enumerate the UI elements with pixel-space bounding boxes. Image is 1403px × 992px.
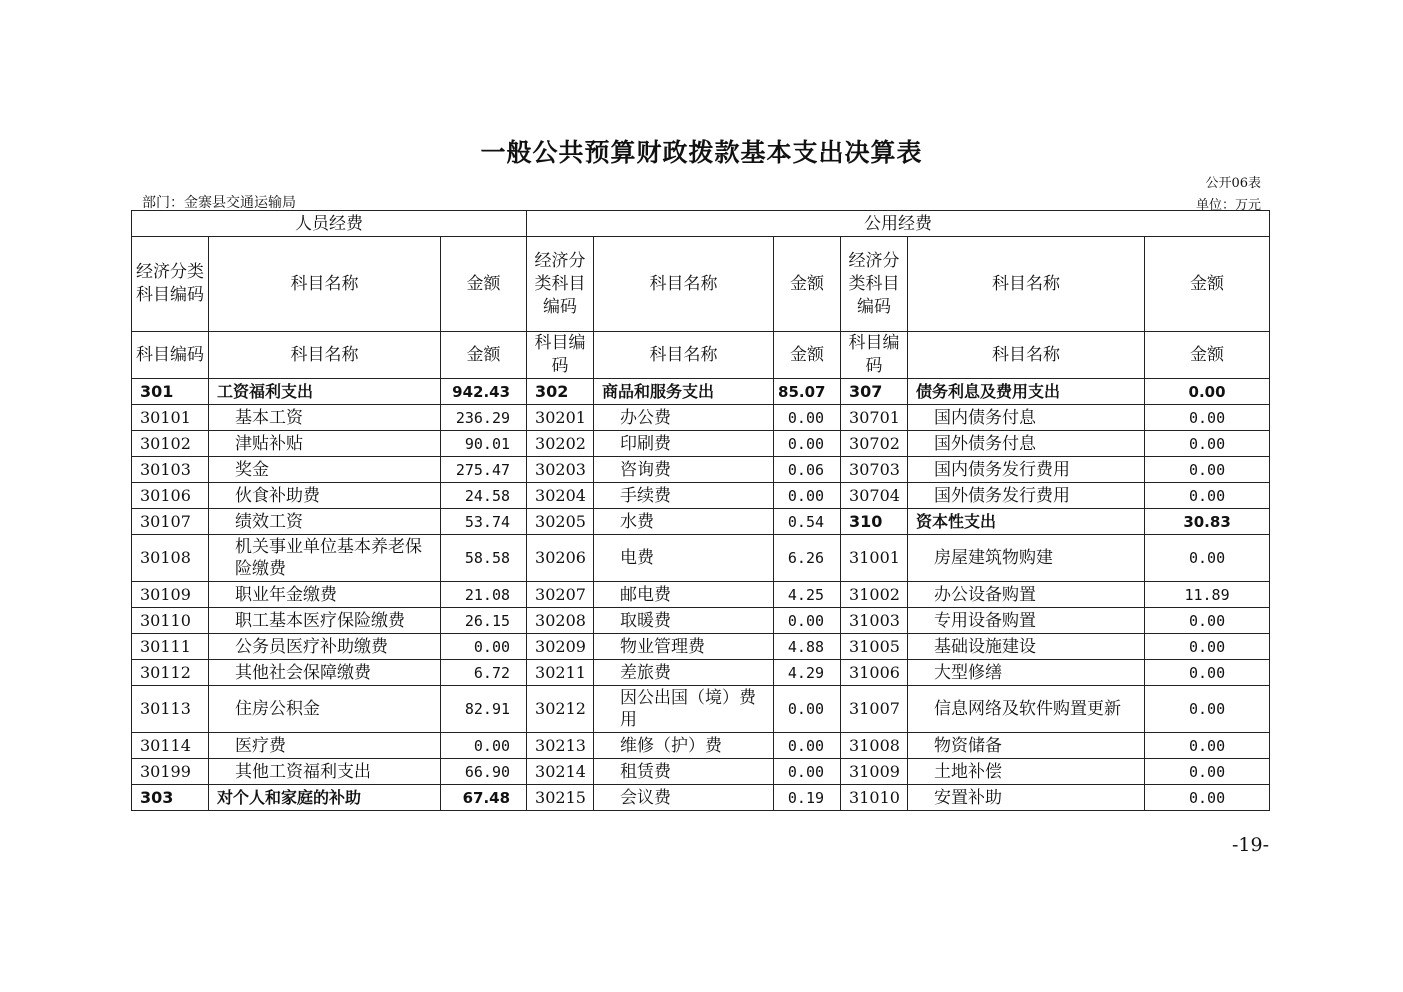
cell-name: 伙食补助费 bbox=[209, 483, 441, 509]
cell-name: 公务员医疗补助缴费 bbox=[209, 634, 441, 660]
cell-amount: 82.91 bbox=[441, 686, 527, 733]
subheader-amount: 金额 bbox=[441, 332, 527, 379]
cell-name: 因公出国（境）费用 bbox=[594, 686, 774, 733]
cell-amount: 90.01 bbox=[441, 431, 527, 457]
cell-name: 取暖费 bbox=[594, 608, 774, 634]
cell-code: 31009 bbox=[841, 759, 908, 785]
unit-label: 单位：万元 bbox=[1195, 198, 1261, 213]
cell-amount: 0.00 bbox=[1145, 785, 1270, 811]
cell-code: 30701 bbox=[841, 405, 908, 431]
cell-name: 大型修缮 bbox=[908, 660, 1145, 686]
cell-amount: 66.90 bbox=[441, 759, 527, 785]
page-title: 一般公共预算财政拨款基本支出决算表 bbox=[480, 138, 923, 167]
cell-name: 绩效工资 bbox=[209, 509, 441, 535]
cell-code: 30214 bbox=[527, 759, 594, 785]
cell-code: 31001 bbox=[841, 535, 908, 582]
column-header-row bbox=[132, 237, 1270, 332]
cell-name: 医疗费 bbox=[209, 733, 441, 759]
cell-name: 职工基本医疗保险缴费 bbox=[209, 608, 441, 634]
table-row bbox=[132, 483, 1270, 509]
header-name: 科目名称 bbox=[594, 237, 774, 332]
table-row bbox=[132, 634, 1270, 660]
cell-code: 301 bbox=[132, 379, 209, 405]
cell-code: 31005 bbox=[841, 634, 908, 660]
cell-amount: 26.15 bbox=[441, 608, 527, 634]
cell-name: 办公设备购置 bbox=[908, 582, 1145, 608]
cell-amount: 11.89 bbox=[1145, 582, 1270, 608]
group-personnel: 人员经费 bbox=[132, 211, 527, 237]
cell-code: 30106 bbox=[132, 483, 209, 509]
cell-code: 30207 bbox=[527, 582, 594, 608]
cell-amount: 275.47 bbox=[441, 457, 527, 483]
cell-name: 津贴补贴 bbox=[209, 431, 441, 457]
cell-name: 邮电费 bbox=[594, 582, 774, 608]
cell-amount: 6.26 bbox=[774, 535, 841, 582]
cell-code: 30114 bbox=[132, 733, 209, 759]
header-amount: 金额 bbox=[441, 237, 527, 332]
subheader-code: 科目编码 bbox=[527, 332, 594, 379]
cell-name: 工资福利支出 bbox=[209, 379, 441, 405]
cell-code: 307 bbox=[841, 379, 908, 405]
header-amount: 金额 bbox=[774, 237, 841, 332]
cell-name: 住房公积金 bbox=[209, 686, 441, 733]
cell-code: 30112 bbox=[132, 660, 209, 686]
cell-name: 电费 bbox=[594, 535, 774, 582]
cell-code: 30111 bbox=[132, 634, 209, 660]
cell-name: 办公费 bbox=[594, 405, 774, 431]
subheader-code: 科目编码 bbox=[841, 332, 908, 379]
cell-amount: 0.00 bbox=[441, 733, 527, 759]
cell-code: 30203 bbox=[527, 457, 594, 483]
column-subheader-row bbox=[132, 332, 1270, 379]
cell-amount: 0.06 bbox=[774, 457, 841, 483]
cell-code: 30109 bbox=[132, 582, 209, 608]
cell-code: 30201 bbox=[527, 405, 594, 431]
table-id-label: 公开06表 bbox=[1205, 176, 1261, 191]
cell-amount: 0.19 bbox=[774, 785, 841, 811]
cell-code: 30108 bbox=[132, 535, 209, 582]
cell-name: 会议费 bbox=[594, 785, 774, 811]
cell-code: 30212 bbox=[527, 686, 594, 733]
cell-amount: 0.00 bbox=[1145, 535, 1270, 582]
header-code: 经济分类科目编码 bbox=[132, 237, 209, 332]
cell-name: 维修（护）费 bbox=[594, 733, 774, 759]
cell-amount: 53.74 bbox=[441, 509, 527, 535]
cell-name: 奖金 bbox=[209, 457, 441, 483]
cell-name: 债务利息及费用支出 bbox=[908, 379, 1145, 405]
cell-amount: 0.00 bbox=[1145, 634, 1270, 660]
cell-code: 30103 bbox=[132, 457, 209, 483]
cell-amount: 0.00 bbox=[774, 405, 841, 431]
cell-name: 印刷费 bbox=[594, 431, 774, 457]
cell-amount: 0.00 bbox=[1145, 686, 1270, 733]
table-row bbox=[132, 660, 1270, 686]
group-header-row bbox=[132, 211, 1270, 237]
page-number: -19- bbox=[1231, 834, 1269, 856]
cell-name: 房屋建筑物购建 bbox=[908, 535, 1145, 582]
cell-code: 30101 bbox=[132, 405, 209, 431]
cell-code: 31010 bbox=[841, 785, 908, 811]
cell-amount: 30.83 bbox=[1145, 509, 1270, 535]
cell-name: 对个人和家庭的补助 bbox=[209, 785, 441, 811]
cell-amount: 21.08 bbox=[441, 582, 527, 608]
cell-code: 30702 bbox=[841, 431, 908, 457]
cell-code: 30202 bbox=[527, 431, 594, 457]
cell-name: 国外债务付息 bbox=[908, 431, 1145, 457]
cell-code: 31008 bbox=[841, 733, 908, 759]
cell-name: 安置补助 bbox=[908, 785, 1145, 811]
cell-amount: 0.00 bbox=[774, 759, 841, 785]
cell-amount: 0.00 bbox=[1145, 608, 1270, 634]
cell-name: 咨询费 bbox=[594, 457, 774, 483]
cell-code: 30208 bbox=[527, 608, 594, 634]
cell-code: 31007 bbox=[841, 686, 908, 733]
cell-name: 国内债务付息 bbox=[908, 405, 1145, 431]
subheader-name: 科目名称 bbox=[908, 332, 1145, 379]
cell-name: 物业管理费 bbox=[594, 634, 774, 660]
cell-code: 30209 bbox=[527, 634, 594, 660]
cell-name: 专用设备购置 bbox=[908, 608, 1145, 634]
cell-amount: 942.43 bbox=[441, 379, 527, 405]
subheader-amount: 金额 bbox=[1145, 332, 1270, 379]
cell-amount: 0.00 bbox=[774, 608, 841, 634]
cell-amount: 0.00 bbox=[1145, 660, 1270, 686]
cell-amount: 0.00 bbox=[1145, 733, 1270, 759]
cell-code: 30215 bbox=[527, 785, 594, 811]
cell-code: 30213 bbox=[527, 733, 594, 759]
cell-amount: 0.00 bbox=[774, 733, 841, 759]
cell-code: 30199 bbox=[132, 759, 209, 785]
cell-name: 土地补偿 bbox=[908, 759, 1145, 785]
cell-name: 其他社会保障缴费 bbox=[209, 660, 441, 686]
cell-amount: 0.00 bbox=[1145, 759, 1270, 785]
cell-name: 手续费 bbox=[594, 483, 774, 509]
cell-name: 租赁费 bbox=[594, 759, 774, 785]
subheader-name: 科目名称 bbox=[209, 332, 441, 379]
header-code: 经济分类科目编码 bbox=[841, 237, 908, 332]
table-row bbox=[132, 509, 1270, 535]
cell-code: 30703 bbox=[841, 457, 908, 483]
table-row bbox=[132, 431, 1270, 457]
cell-amount: 0.00 bbox=[1145, 379, 1270, 405]
table-row bbox=[132, 608, 1270, 634]
cell-name: 水费 bbox=[594, 509, 774, 535]
cell-amount: 0.00 bbox=[441, 634, 527, 660]
cell-code: 30113 bbox=[132, 686, 209, 733]
budget-table bbox=[131, 210, 1270, 811]
table-row bbox=[132, 379, 1270, 405]
cell-code: 303 bbox=[132, 785, 209, 811]
cell-code: 30204 bbox=[527, 483, 594, 509]
cell-name: 机关事业单位基本养老保险缴费 bbox=[209, 535, 441, 582]
cell-name: 其他工资福利支出 bbox=[209, 759, 441, 785]
cell-code: 31006 bbox=[841, 660, 908, 686]
cell-amount: 0.00 bbox=[774, 431, 841, 457]
table-row bbox=[132, 785, 1270, 811]
table-row bbox=[132, 457, 1270, 483]
header-code: 经济分类科目编码 bbox=[527, 237, 594, 332]
table-row bbox=[132, 405, 1270, 431]
cell-name: 基础设施建设 bbox=[908, 634, 1145, 660]
cell-code: 30205 bbox=[527, 509, 594, 535]
table-row bbox=[132, 686, 1270, 733]
cell-name: 资本性支出 bbox=[908, 509, 1145, 535]
header-name: 科目名称 bbox=[209, 237, 441, 332]
cell-code: 30110 bbox=[132, 608, 209, 634]
subheader-name: 科目名称 bbox=[594, 332, 774, 379]
header-amount: 金额 bbox=[1145, 237, 1270, 332]
department-label: 部门：金寨县交通运输局 bbox=[142, 195, 296, 211]
cell-name: 国内债务发行费用 bbox=[908, 457, 1145, 483]
table-row bbox=[132, 733, 1270, 759]
cell-code: 31002 bbox=[841, 582, 908, 608]
cell-code: 30211 bbox=[527, 660, 594, 686]
table-row bbox=[132, 535, 1270, 582]
cell-name: 信息网络及软件购置更新 bbox=[908, 686, 1145, 733]
table-row bbox=[132, 582, 1270, 608]
subheader-code: 科目编码 bbox=[132, 332, 209, 379]
cell-name: 差旅费 bbox=[594, 660, 774, 686]
subheader-amount: 金额 bbox=[774, 332, 841, 379]
cell-amount: 4.29 bbox=[774, 660, 841, 686]
cell-amount: 4.25 bbox=[774, 582, 841, 608]
cell-name: 物资储备 bbox=[908, 733, 1145, 759]
cell-amount: 0.00 bbox=[1145, 483, 1270, 509]
cell-name: 国外债务发行费用 bbox=[908, 483, 1145, 509]
group-public: 公用经费 bbox=[527, 211, 1270, 237]
cell-name: 基本工资 bbox=[209, 405, 441, 431]
cell-code: 30102 bbox=[132, 431, 209, 457]
cell-amount: 85.07 bbox=[774, 379, 841, 405]
cell-name: 职业年金缴费 bbox=[209, 582, 441, 608]
table-row bbox=[132, 759, 1270, 785]
cell-amount: 0.54 bbox=[774, 509, 841, 535]
cell-code: 30206 bbox=[527, 535, 594, 582]
cell-amount: 24.58 bbox=[441, 483, 527, 509]
cell-code: 302 bbox=[527, 379, 594, 405]
cell-code: 30704 bbox=[841, 483, 908, 509]
cell-code: 31003 bbox=[841, 608, 908, 634]
cell-amount: 0.00 bbox=[1145, 405, 1270, 431]
cell-amount: 0.00 bbox=[774, 483, 841, 509]
cell-amount: 4.88 bbox=[774, 634, 841, 660]
cell-amount: 0.00 bbox=[1145, 457, 1270, 483]
header-name: 科目名称 bbox=[908, 237, 1145, 332]
cell-code: 30107 bbox=[132, 509, 209, 535]
cell-amount: 0.00 bbox=[1145, 431, 1270, 457]
cell-amount: 236.29 bbox=[441, 405, 527, 431]
cell-name: 商品和服务支出 bbox=[594, 379, 774, 405]
cell-code: 310 bbox=[841, 509, 908, 535]
cell-amount: 67.48 bbox=[441, 785, 527, 811]
cell-amount: 58.58 bbox=[441, 535, 527, 582]
cell-amount: 0.00 bbox=[774, 686, 841, 733]
cell-amount: 6.72 bbox=[441, 660, 527, 686]
